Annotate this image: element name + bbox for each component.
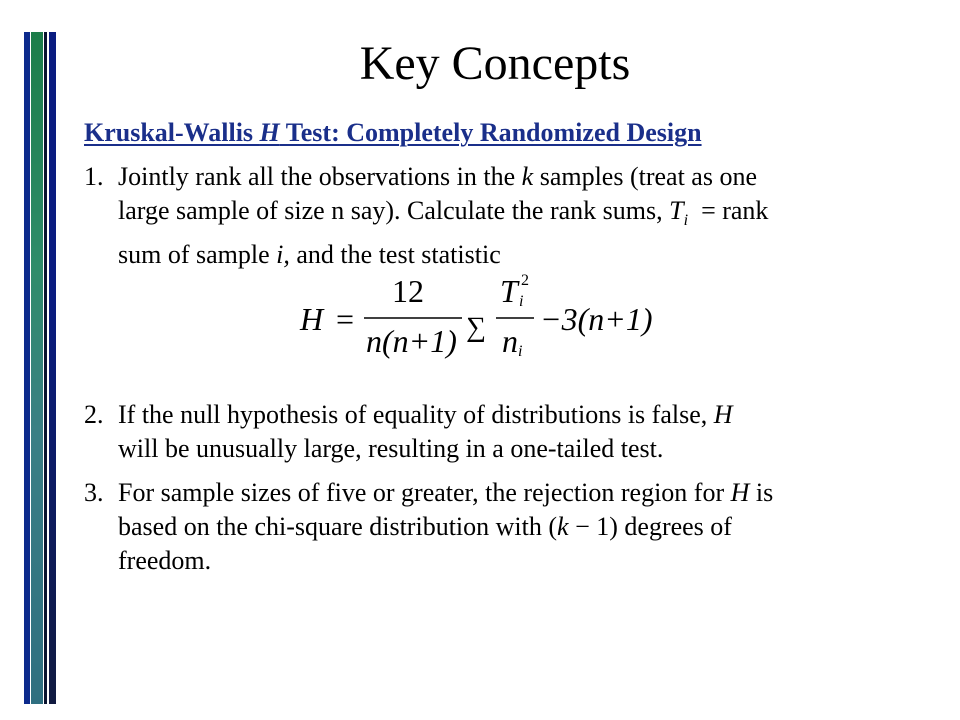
- text-span: If the null hypothesis of equality of distributions is false,: [118, 400, 714, 429]
- slide-subtitle: [84, 118, 702, 148]
- text-line: [118, 238, 768, 272]
- text-span: H: [713, 400, 733, 429]
- text-line: freedom.: [118, 546, 212, 575]
- text-span: is: [749, 478, 774, 507]
- left-accent-bar: [24, 32, 30, 704]
- math-t: T: [669, 196, 684, 225]
- formula-denominator: n(n+1): [366, 323, 457, 359]
- text-span: rank: [722, 196, 769, 225]
- text-span: H: [730, 478, 750, 507]
- left-accent-bar: [49, 32, 56, 704]
- formula-t-superscript: 2: [521, 272, 529, 289]
- text-span: and the test statistic: [289, 240, 501, 270]
- left-accent-bar: [31, 32, 43, 704]
- text-span: k: [521, 162, 534, 191]
- formula-sum: ∑: [466, 312, 486, 343]
- text-span: based on the chi-square distribution with (: [118, 512, 558, 541]
- text-line: [118, 510, 773, 544]
- formula-t: T: [500, 273, 518, 309]
- list-number: 2.: [84, 400, 104, 429]
- list-item-text: [118, 476, 773, 578]
- text-span: For sample sizes of five or greater, the rejection region for: [118, 478, 731, 507]
- text-span: sum of sample: [118, 240, 277, 270]
- math-equals: =: [701, 196, 716, 225]
- formula-tail: −3(n+1): [540, 301, 653, 337]
- formula-h: H: [300, 301, 324, 337]
- text-span: i,: [276, 240, 290, 270]
- list-number: 3.: [84, 478, 104, 507]
- text-line: will be unusually large, resulting in a one-tailed test.: [118, 434, 664, 463]
- list-number: 1.: [84, 162, 104, 191]
- slide-title: Key Concepts: [359, 37, 631, 90]
- formula-n: n: [502, 323, 518, 359]
- formula-t-subscript: i: [519, 293, 524, 310]
- list-item-text: [118, 398, 733, 466]
- text-span: k: [557, 512, 569, 541]
- text-span: samples (treat as one: [533, 162, 758, 191]
- text-span: large sample of size n say). Calculate the rank sums,: [118, 196, 670, 225]
- left-accent-bar: [44, 32, 47, 704]
- subtitle-part: Test: Completely Randomized Design: [279, 118, 702, 147]
- formula-n-subscript: i: [518, 343, 523, 360]
- math-subscript: i: [683, 212, 689, 230]
- text-line: [118, 398, 733, 432]
- subtitle-part: Kruskal-Wallis: [84, 118, 260, 147]
- text-line: [118, 476, 773, 510]
- text-line: [118, 194, 768, 238]
- text-span: Jointly rank all the observations in the: [118, 162, 522, 191]
- formula-numerator: 12: [392, 273, 424, 309]
- subtitle-h: H: [259, 118, 280, 147]
- list-item-text: [118, 160, 768, 272]
- formula-equals: =: [336, 301, 355, 337]
- text-line: [118, 160, 768, 194]
- text-span: − 1) degrees of: [568, 512, 732, 541]
